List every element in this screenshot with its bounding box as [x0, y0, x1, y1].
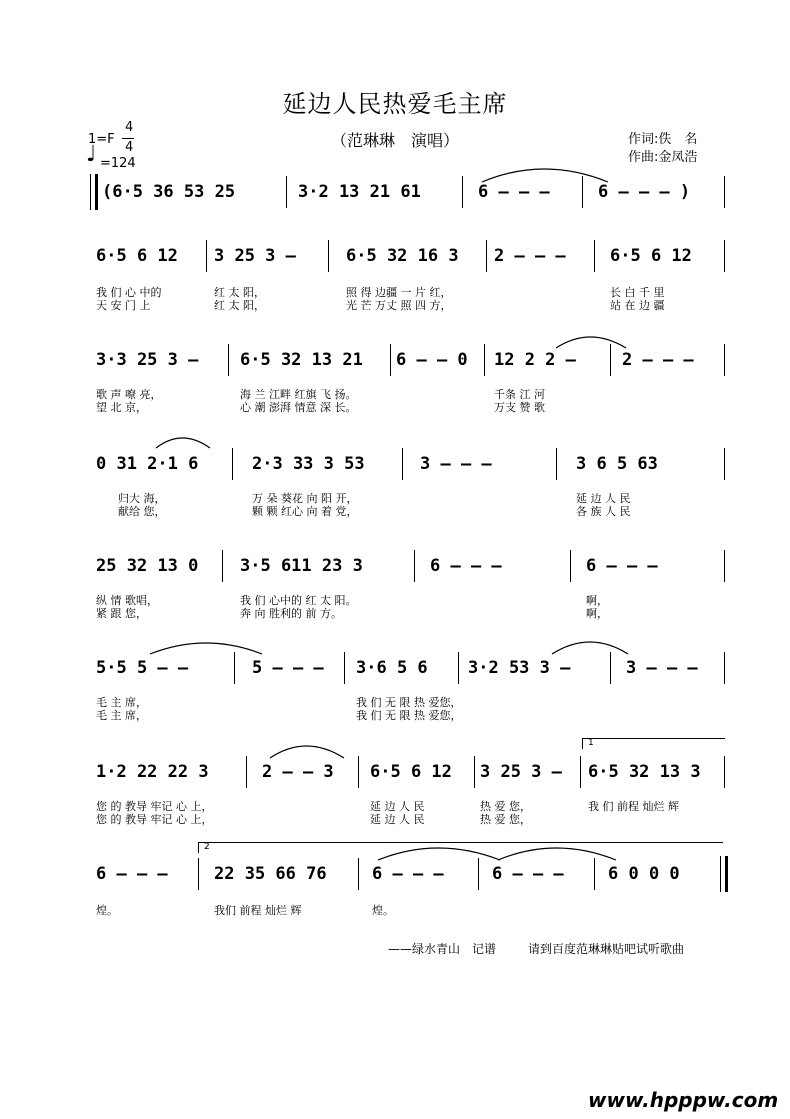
measure-5-0: 5·5 5 – – — [96, 658, 189, 678]
barline — [484, 344, 485, 376]
tie-mark — [146, 636, 266, 658]
lyric: 啊， — [586, 607, 608, 620]
tie-mark — [374, 840, 504, 864]
lyric: 红 太 阳， — [214, 299, 265, 312]
tie-mark — [548, 634, 632, 658]
measure-2-1: 6·5 32 13 21 — [240, 350, 363, 370]
tie-mark — [552, 330, 630, 352]
measure-5-1: 5 – – – — [252, 658, 324, 678]
lyricist: 作词:佚 名 — [628, 132, 698, 147]
measure-0-3: 6 – – – ) — [598, 182, 691, 202]
lyric: 我 们 前程 灿烂 辉 — [588, 800, 679, 813]
lyric: 天 安 门 上 — [96, 299, 151, 312]
barline — [724, 652, 725, 684]
barline — [724, 550, 725, 582]
meter-bottom: 4 — [125, 140, 134, 155]
measure-6-4: 6·5 32 13 3 — [588, 762, 701, 782]
measure-7-4: 6 0 0 0 — [608, 864, 680, 884]
quarter-note-icon: ♩ — [86, 142, 97, 167]
song-title: 延边人民热爱毛主席 — [282, 90, 508, 118]
barline — [486, 240, 487, 272]
lyric: 万支 赞 歌 — [494, 401, 545, 414]
performer-line: （范琳琳 演唱） — [330, 131, 459, 150]
composer: 作曲:金凤浩 — [628, 150, 698, 165]
final-barline — [720, 856, 728, 892]
lyric: 延 边 人 民 — [370, 800, 425, 813]
lyric: 延 边 人 民 — [576, 492, 631, 505]
barline — [724, 240, 725, 272]
lyric: 献给 您， — [118, 505, 166, 518]
barline — [222, 550, 223, 582]
slur-mark — [152, 430, 214, 452]
measure-4-1: 3·5 611 23 3 — [240, 556, 363, 576]
measure-4-2: 6 – – – — [430, 556, 502, 576]
barline — [344, 652, 345, 684]
lyric: 各 族 人 民 — [576, 505, 631, 518]
measure-2-3: 12 2 2 – — [494, 350, 576, 370]
measure-7-2: 6 – – – — [372, 864, 444, 884]
transcriber-credit: ——绿水青山 记谱 — [388, 942, 497, 956]
tempo-marking: =124 — [100, 156, 136, 171]
barline — [206, 240, 207, 272]
lyric: 煌。 — [372, 904, 394, 917]
barline — [414, 550, 415, 582]
volta-number: 2 — [204, 842, 210, 852]
lyric: 延 边 人 民 — [370, 813, 425, 826]
measure-7-1: 22 35 66 76 — [214, 864, 327, 884]
barline — [474, 756, 475, 788]
barline — [570, 550, 571, 582]
lyric: 纵 情 歌唱， — [96, 594, 158, 607]
lyric: 光 芒 万丈 照 四 方， — [346, 299, 452, 312]
tie-mark — [266, 738, 348, 762]
barline — [358, 858, 359, 890]
measure-1-3: 2 – – – — [494, 246, 566, 266]
barline — [328, 240, 329, 272]
start-barline — [90, 174, 98, 210]
barline — [724, 176, 725, 208]
barline — [228, 344, 229, 376]
barline — [390, 344, 391, 376]
lyric: 奔 向 胜利的 前 方。 — [240, 607, 342, 620]
site-watermark: www.hpppw.com — [588, 1088, 779, 1112]
key-signature: 1=F — [88, 132, 115, 147]
barline — [724, 756, 725, 788]
lyric: 毛 主 席， — [96, 696, 147, 709]
measure-5-4: 3 – – – — [626, 658, 698, 678]
meter-divider — [122, 138, 134, 139]
measure-6-3: 3 25 3 – — [480, 762, 562, 782]
measure-6-2: 6·5 6 12 — [370, 762, 452, 782]
measure-0-0: (6·5 36 53 25 — [102, 182, 236, 202]
measure-6-1: 2 – – 3 — [262, 762, 334, 782]
barline — [462, 176, 463, 208]
measure-5-2: 3·6 5 6 — [356, 658, 428, 678]
lyric: 紧 跟 您， — [96, 607, 147, 620]
measure-7-3: 6 – – – — [492, 864, 564, 884]
lyric: 望 北 京， — [96, 401, 147, 414]
volta-bracket-1 — [582, 738, 725, 749]
lyric: 我 们 无 限 热 爱您， — [356, 709, 462, 722]
tie-mark — [494, 840, 620, 864]
lyric: 啊， — [586, 594, 608, 607]
lyric: 热 爱 您， — [480, 813, 531, 826]
measure-4-3: 6 – – – — [586, 556, 658, 576]
measure-1-0: 6·5 6 12 — [96, 246, 178, 266]
lyric: 站 在 边 疆 — [610, 299, 665, 312]
lyric: 归大 海， — [118, 492, 166, 505]
barline — [246, 756, 247, 788]
lyric: 海 兰 江畔 红旗 飞 扬。 — [240, 388, 357, 401]
measure-1-2: 6·5 32 16 3 — [346, 246, 459, 266]
measure-0-2: 6 – – – — [478, 182, 550, 202]
lyric: 千条 江 河 — [494, 388, 545, 401]
measure-3-1: 2·3 33 3 53 — [252, 454, 365, 474]
barline — [724, 448, 725, 480]
barline — [580, 756, 581, 788]
measure-0-1: 3·2 13 21 61 — [298, 182, 421, 202]
barline — [556, 448, 557, 480]
measure-1-4: 6·5 6 12 — [610, 246, 692, 266]
measure-5-3: 3·2 53 3 – — [468, 658, 571, 678]
listen-note: 请到百度范琳琳贴吧试听歌曲 — [528, 942, 685, 956]
lyric: 照 得 边疆 一 片 红， — [346, 286, 452, 299]
barline — [198, 858, 199, 890]
meter-top: 4 — [125, 120, 134, 135]
lyric: 您 的 教导 牢记 心 上， — [96, 800, 213, 813]
lyric: 歌 声 嘹 亮， — [96, 388, 162, 401]
barline — [358, 756, 359, 788]
measure-2-0: 3·3 25 3 – — [96, 350, 199, 370]
measure-6-0: 1·2 22 22 3 — [96, 762, 209, 782]
barline — [594, 240, 595, 272]
measure-3-3: 3 6 5 63 — [576, 454, 658, 474]
lyric: 热 爱 您， — [480, 800, 531, 813]
barline — [232, 448, 233, 480]
measure-3-2: 3 – – – — [420, 454, 492, 474]
measure-2-2: 6 – – 0 — [396, 350, 468, 370]
lyric: 长 白 千 里 — [610, 286, 665, 299]
lyric: 心 潮 澎湃 情意 深 长。 — [240, 401, 357, 414]
measure-3-0: 0 31 2·1 6 — [96, 454, 199, 474]
lyric: 煌。 — [96, 904, 118, 917]
measure-4-0: 25 32 13 0 — [96, 556, 199, 576]
slur-mark — [476, 160, 616, 186]
volta-number: 1 — [588, 738, 594, 748]
barline — [286, 176, 287, 208]
lyric: 红 太 阳， — [214, 286, 265, 299]
lyric: 颗 颗 红心 向 着 党， — [252, 505, 358, 518]
lyric: 我们 前程 灿烂 辉 — [214, 904, 302, 917]
measure-7-0: 6 – – – — [96, 864, 168, 884]
measure-2-4: 2 – – – — [622, 350, 694, 370]
lyric: 毛 主 席， — [96, 709, 147, 722]
lyric: 万 朵 葵花 向 阳 开， — [252, 492, 358, 505]
lyric: 您 的 教导 牢记 心 上， — [96, 813, 213, 826]
barline — [724, 344, 725, 376]
lyric: 我 们 无 限 热 爱您， — [356, 696, 462, 709]
measure-1-1: 3 25 3 – — [214, 246, 296, 266]
lyric: 我 们 心中的 红 太 阳。 — [240, 594, 357, 607]
barline — [402, 448, 403, 480]
barline — [458, 652, 459, 684]
lyric: 我 们 心 中的 — [96, 286, 162, 299]
